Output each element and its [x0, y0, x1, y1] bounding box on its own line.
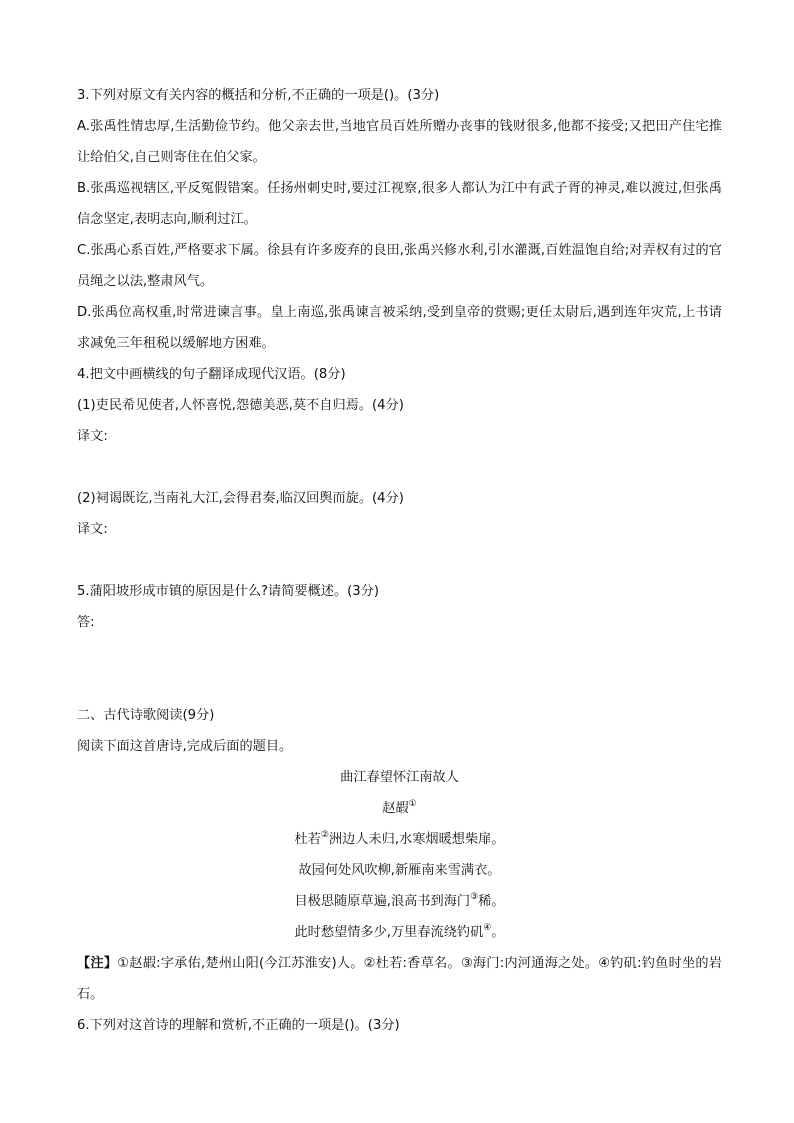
poem-note-text: ①赵嘏:字承佑,楚州山阳(今江苏淮安)人。②杜若:香草名。③海门:内河通海之处。④钓矶:钓鱼时坐的岩石。	[77, 956, 722, 1002]
answer-space	[77, 545, 722, 576]
footnote-mark: ①	[408, 799, 417, 809]
poem-line-text: 此时愁望情多少,万里春流绕钓矶	[294, 925, 484, 940]
poem-author-name: 赵嘏	[382, 801, 409, 816]
poem-line-text: 洲边人未归,水寒烟暖想柴扉。	[328, 832, 505, 847]
question-3-option-d: D.张禹位高权重,时常进谏言事。皇上南巡,张禹谏言被采纳,受到皇帝的赏赐;更任太尉后,遇到连年灾荒,上书请求减免三年租税以缓解地方困难。	[77, 305, 722, 351]
poem-line-3	[77, 886, 722, 917]
poem-title: 曲江春望怀江南故人	[340, 770, 459, 785]
poem-line-text: 目极思随原草遍,浪高书到海门	[294, 894, 471, 909]
poem-line-4	[77, 917, 722, 948]
question-4-sub-1: (1)吏民希见使者,人怀喜悦,怨德美恶,莫不自归焉。(4分)	[77, 398, 404, 413]
question-4-stem: 4.把文中画横线的句子翻译成现代汉语。(8分)	[77, 367, 346, 382]
footnote-mark: ③	[470, 892, 479, 902]
poem-line-text: 杜若	[294, 832, 321, 847]
question-4-sub-2: (2)祠谒既讫,当南礼大江,会得君奏,临汉回舆而旋。(4分)	[77, 491, 404, 506]
question-3-option-b: B.张禹巡视辖区,平反冤假错案。任扬州刺史时,要过江视察,很多人都认为江中有武子胥的神灵,难以渡过,但张禹信念坚定,表明志向,顺利过江。	[77, 181, 722, 227]
section-2-instruction: 阅读下面这首唐诗,完成后面的题目。	[77, 739, 293, 754]
poem-line-2	[77, 855, 722, 886]
question-4-sub-2-answer-label: 译文:	[77, 522, 108, 537]
footnote-mark: ④	[483, 923, 492, 933]
section-2-heading: 二、古代诗歌阅读(9分)	[77, 708, 215, 723]
question-6-stem: 6.下列对这首诗的理解和赏析,不正确的一项是()。(3分)	[77, 1018, 400, 1033]
question-3-option-c: C.张禹心系百姓,严格要求下属。徐县有许多废弃的良田,张禹兴修水利,引水灌溉,百姓温饱自给;对弄权有过的官员绳之以法,整肃风气。	[77, 243, 722, 289]
poem-line-text: 故园何处风吹柳,新雁南来雪满衣。	[298, 863, 501, 878]
poem-line-text: 稀。	[478, 894, 505, 909]
poem-line-1	[77, 824, 722, 855]
question-3-option-a: A.张禹性情忠厚,生活勤俭节约。他父亲去世,当地官员百姓所赠办丧事的钱财很多,他都不接受;又把田产住宅推让给伯父,自己则寄住在伯父家。	[77, 119, 722, 165]
answer-space	[77, 638, 722, 700]
poem-note-tag: 【注】	[77, 956, 118, 971]
question-5-answer-label: 答:	[77, 615, 95, 630]
poem-note	[77, 948, 722, 1010]
exam-page	[77, 80, 722, 1041]
poem-line-text: 。	[491, 925, 505, 940]
question-3-stem: 3.下列对原文有关内容的概括和分析,不正确的一项是()。(3分)	[77, 88, 440, 103]
poem-author	[77, 793, 722, 824]
question-5-stem: 5.蒲阳坡形成市镇的原因是什么?请简要概述。(3分)	[77, 584, 380, 599]
question-4-sub-1-answer-label: 译文:	[77, 429, 108, 444]
answer-space	[77, 452, 722, 483]
footnote-mark: ②	[320, 830, 329, 840]
